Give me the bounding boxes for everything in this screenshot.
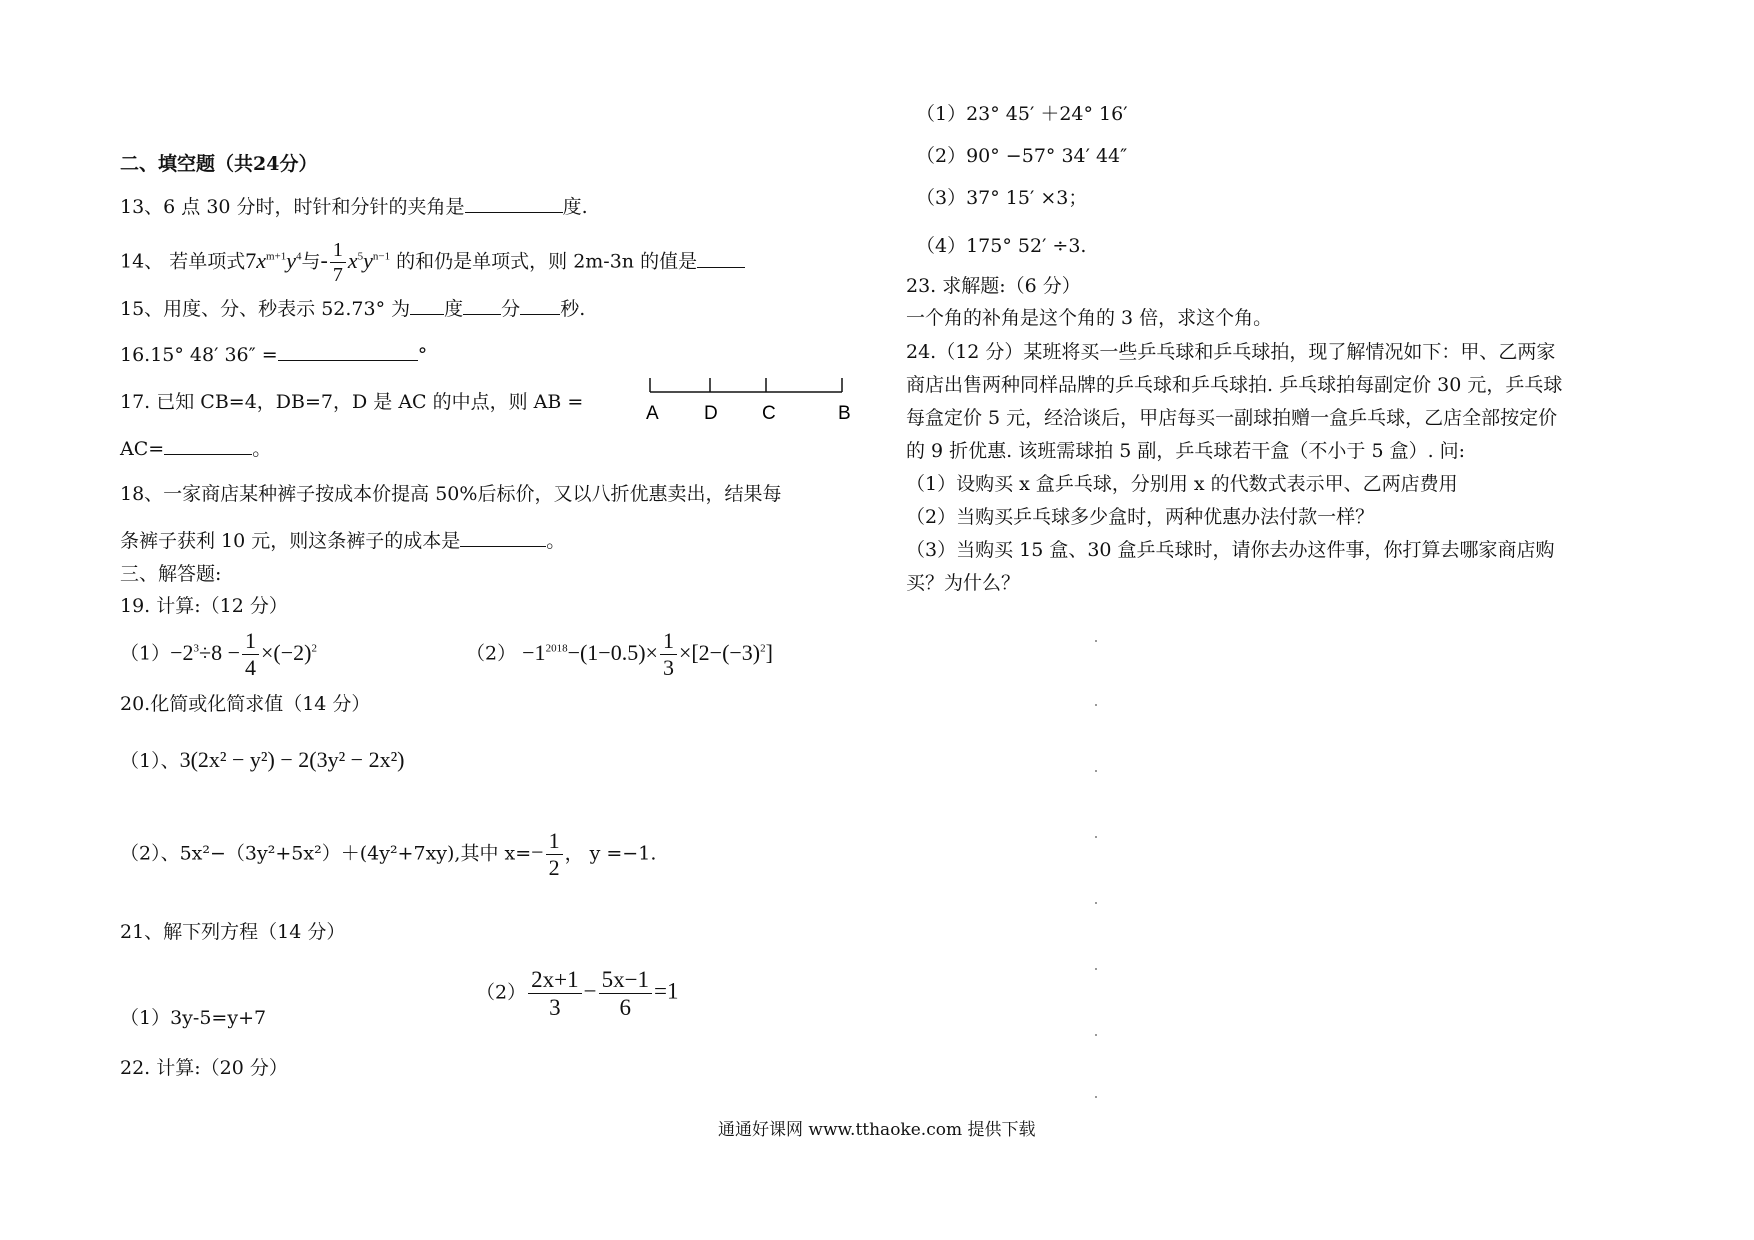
question-21-title: 21、解下列方程（14 分） — [120, 921, 346, 943]
margin-dot — [1095, 902, 1097, 904]
question-16: 16.15° 48′ 36″ = ° — [120, 344, 428, 366]
q20-p2-fraction: $\frac{1}{2}$ — [546, 830, 563, 879]
question-24-line-6: （2）当购买乒乓球多少盒时，两种优惠办法付款一样？ — [906, 506, 1375, 528]
q19-p1-fraction: $\frac{1}{4}$ — [242, 630, 259, 679]
question-17-line2: AC= 。 — [120, 438, 272, 460]
q17-blank[interactable] — [164, 436, 252, 455]
question-24-line-1: 24.（12 分）某班将买一些乒乓球和乒乓球拍，现了解情况如下：甲、乙两家 — [906, 341, 1556, 363]
q22-item-4: （4）175° 52′ ÷3. — [916, 235, 1087, 257]
point-a-label: A — [646, 403, 659, 424]
q14-term2: $x^5y^{n-1}$ — [347, 247, 391, 273]
point-b-label: B — [838, 403, 851, 424]
question-23-body: 一个角的补角是这个角的 3 倍，求这个角。 — [906, 307, 1273, 329]
q16-blank[interactable] — [278, 342, 418, 361]
q22-item-1: （1）23° 45′ ＋24° 16′ — [916, 103, 1128, 125]
q21-fraction-1: $\frac{2x+1}{3}$ — [528, 968, 581, 1019]
margin-dot — [1095, 1096, 1097, 1098]
question-24-line-5: （1）设购买 x 盒乒乓球，分别用 x 的代数式表示甲、乙两店费用 — [906, 473, 1458, 495]
q13-text: 13、6 点 30 分时，时针和分针的夹角是 — [120, 196, 465, 218]
question-19-title: 19. 计算:（12 分） — [120, 595, 288, 617]
question-17-line1: 17. 已知 CB=4，DB=7，D 是 AC 的中点，则 AB = — [120, 391, 584, 413]
q20-part1: （1）、3(2x² − y²) − 2(3y² − 2x²) — [120, 747, 405, 772]
q21-part1: （1）3y-5=y+7 — [120, 1007, 267, 1029]
q14-suffix: 的和仍是单项式，则 2m-3n 的值是 — [396, 250, 698, 273]
q19-part1: $(1)-2^3\div 8$ − $\frac{1}{4}$ $\times(-2)^2$ — [120, 628, 317, 680]
q14-term1: $7x^{m+1}y^4$ — [245, 247, 302, 273]
section-2-title: 二、填空题（共24分） — [120, 153, 318, 175]
question-24-line-4: 的 9 折优惠. 该班需球拍 5 副，乒乓球若干盒（不小于 5 盒）. 问: — [906, 440, 1466, 462]
question-24-line-2: 商店出售两种同样品牌的乒乓球和乒乓球拍. 乒乓球拍每副定价 30 元，乒乓球 — [906, 374, 1563, 396]
margin-dot — [1095, 640, 1097, 642]
q20-part2: （2）、5x²−（3y²+5x²）＋(4y²+7xy),其中 x=− $\frac{1}{2}$ ， y =−1. — [120, 828, 657, 880]
question-13 — [120, 194, 588, 219]
q19-part2: $(2) -1^{2018}-(1-0.5)\times$ $\frac{1}{3}$ $\times[2-(-3)^2]$ — [466, 628, 773, 680]
q15-blank-minute[interactable] — [463, 296, 501, 315]
q21-fraction-2: $\frac{5x-1}{6}$ — [599, 968, 652, 1019]
point-c-label: C — [762, 403, 776, 424]
margin-dot — [1095, 704, 1097, 706]
question-23-title: 23. 求解题:（6 分） — [906, 275, 1081, 297]
question-15: 15、用度、分、秒表示 52.73° 为 度 分 秒. — [120, 298, 586, 320]
q21-part2: （2） $\frac{2x+1}{3}$ − $\frac{5x-1}{6}$ =1 — [476, 967, 679, 1020]
q20-p1-expression: 3(2x² − y²) − 2(3y² − 2x²) — [179, 747, 405, 772]
margin-dot — [1095, 770, 1097, 772]
q17-segment-diagram — [646, 374, 858, 424]
q18-blank[interactable] — [460, 528, 546, 547]
margin-dot — [1095, 968, 1097, 970]
question-24-line-3: 每盒定价 5 元，经洽谈后，甲店每买一副球拍赠一盒乒乓球，乙店全部按定价 — [906, 407, 1558, 429]
question-20-title: 20.化简或化简求值（14 分） — [120, 693, 371, 715]
q15-blank-second[interactable] — [520, 296, 560, 315]
q13-unit: 度. — [562, 196, 588, 218]
question-18-line2: 条裤子获利 10 元，则这条裤子的成本是 。 — [120, 530, 566, 552]
q19-p2-fraction: $\frac{1}{3}$ — [660, 630, 677, 679]
point-d-label: D — [704, 403, 718, 424]
q22-item-2: （2）90° −57° 34′ 44″ — [916, 145, 1128, 167]
margin-dot — [1095, 1034, 1097, 1036]
section-3-title: 三、解答题: — [120, 563, 222, 585]
question-18-line1: 18、一家商店某种裤子按成本价提高 50%后标价，又以八折优惠卖出，结果每 — [120, 483, 782, 505]
q22-item-3: （3）37° 15′ ×3； — [916, 187, 1088, 209]
q14-blank[interactable] — [697, 249, 745, 268]
question-24-line-7: （3）当购买 15 盒、30 盒乒乓球时，请你去办这件事，你打算去哪家商店购 — [906, 539, 1555, 561]
question-22-title: 22. 计算:（20 分） — [120, 1057, 288, 1079]
question-14: 14、 若单项式$7x^{m+1}y^4$与- $\frac{1}{7}$ $x^5y^{n-1}$ 的和仍是单项式，则 2m-3n 的值是 — [120, 240, 745, 285]
q15-blank-degree[interactable] — [410, 296, 444, 315]
question-24-line-8: 买？为什么？ — [906, 572, 1021, 594]
q13-blank[interactable] — [465, 194, 563, 213]
q14-and: 与 — [301, 250, 321, 273]
footer-credit: 通通好课网 www.tthaoke.com 提供下载 — [718, 1120, 1036, 1140]
margin-dot — [1095, 836, 1097, 838]
q14-fraction: $\frac{1}{7}$ — [330, 240, 346, 285]
q14-prefix: 14、 若单项式 — [120, 250, 246, 273]
